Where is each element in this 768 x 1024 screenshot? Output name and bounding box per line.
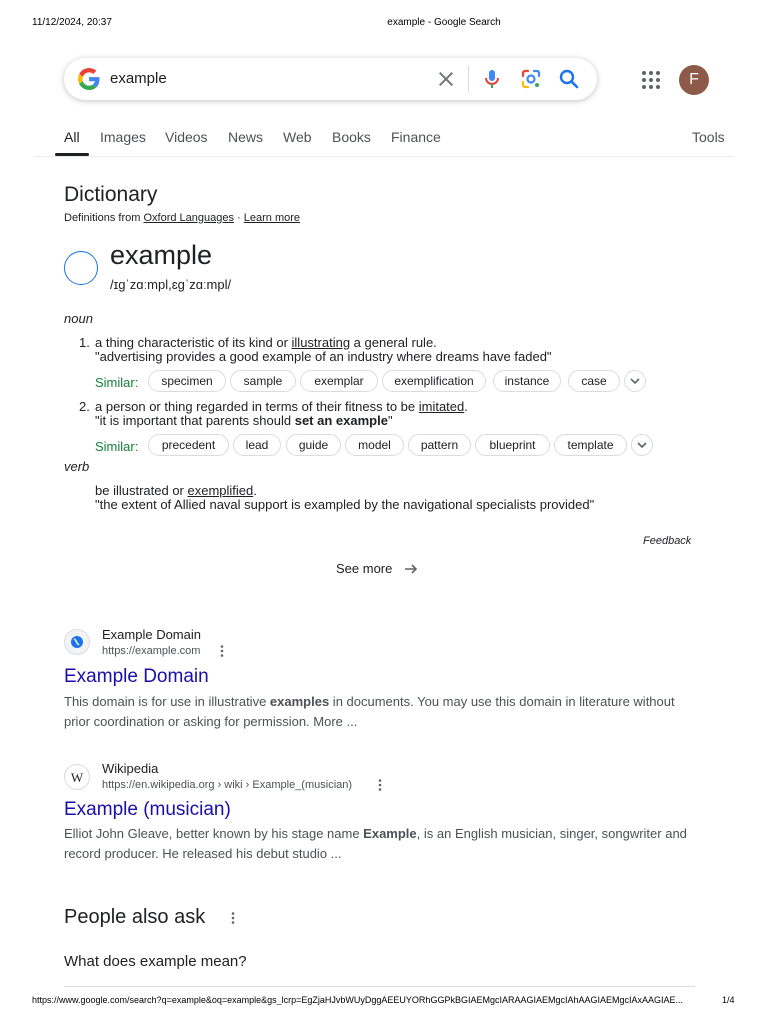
source-prefix: Definitions from [64, 212, 144, 224]
search-bar[interactable] [64, 58, 597, 100]
tab-news[interactable]: News [228, 129, 264, 145]
print-datetime: 11/12/2024, 20:37 [32, 17, 112, 28]
tab-videos[interactable]: Videos [165, 129, 208, 145]
clear-icon[interactable] [434, 67, 458, 91]
definition-text: a thing characteristic of its kind or [95, 335, 292, 350]
definition-2 [79, 400, 468, 428]
part-of-speech-noun: noun [64, 311, 93, 326]
print-page-number: 1/4 [722, 995, 735, 1005]
see-more-button[interactable]: See more [336, 561, 393, 576]
similar-chip[interactable]: template [554, 434, 627, 456]
wikipedia-icon [64, 764, 90, 790]
chevron-down-icon [625, 371, 645, 391]
illustrating-link[interactable]: illustrating [291, 335, 351, 350]
tools-button[interactable]: Tools [692, 129, 725, 145]
definition-text-end: . [253, 483, 257, 498]
similar-chip[interactable]: sample [230, 370, 296, 392]
pronunciation-audio-button[interactable] [64, 251, 98, 285]
google-logo-icon [78, 68, 100, 90]
example-bold: set an example [294, 413, 388, 428]
source-separator: · [234, 212, 244, 224]
example-text: "it is important that parents should [95, 413, 295, 428]
result-title-link[interactable]: Example (musician) [64, 799, 231, 820]
tab-all[interactable]: All [64, 129, 80, 145]
paa-divider [64, 986, 695, 987]
expand-similar-button[interactable] [624, 370, 646, 392]
similar-chip[interactable]: blueprint [475, 434, 550, 456]
result-snippet [64, 692, 704, 732]
learn-more-link[interactable]: Learn more [243, 212, 301, 224]
result-snippet [64, 824, 704, 864]
example-text-end: " [387, 413, 393, 428]
snippet-text: This domain is for use in illustrative [64, 694, 270, 709]
definition-1 [79, 336, 552, 364]
definition-text: a person or thing regarded in terms of their fitness to be [95, 399, 419, 414]
definition-number: 1. [79, 335, 90, 350]
search-divider [468, 66, 469, 92]
similar-chip[interactable]: case [568, 370, 620, 392]
snippet-text: Elliot John Gleave, better known by his stage name [64, 826, 364, 841]
more-options-icon[interactable] [228, 911, 238, 925]
definition-text: be illustrated or [95, 483, 188, 498]
print-page-title: example - Google Search [387, 17, 501, 28]
expand-similar-button[interactable] [631, 434, 653, 456]
similar-label: Similar: [95, 375, 139, 390]
paa-question[interactable]: What does example mean? [64, 953, 247, 970]
similar-chip[interactable]: model [345, 434, 404, 456]
similar-chip[interactable]: exemplification [382, 370, 486, 392]
snippet-text-end: in documents. You may use this domain in literature without prior coordination or asking for permission. More ... [64, 694, 675, 729]
oxford-languages-link[interactable]: Oxford Languages [143, 212, 234, 224]
result-site-name: Wikipedia [102, 761, 159, 776]
apps-grid-icon[interactable] [638, 67, 664, 93]
similar-chip[interactable]: precedent [148, 434, 229, 456]
definition-number: 2. [79, 399, 90, 414]
tabs-divider [34, 156, 733, 157]
search-tabs [0, 126, 768, 156]
search-input[interactable]: example [110, 70, 167, 87]
svg-text:W: W [70, 770, 84, 785]
snippet-text-end: , is an English musician, singer, songwriter and record producer. He released his debut studio ... [64, 826, 687, 861]
microphone-icon[interactable] [480, 67, 504, 91]
definition-text-end: . [464, 399, 468, 414]
tab-images[interactable]: Images [100, 129, 146, 145]
feedback-link[interactable]: Feedback [643, 535, 692, 547]
headword: example [110, 240, 213, 270]
similar-chip[interactable]: guide [286, 434, 341, 456]
people-also-ask-heading: People also ask [64, 906, 206, 928]
globe-icon [64, 629, 90, 655]
definition-text-end: a general rule. [350, 335, 437, 350]
result-url[interactable]: https://en.wikipedia.org › wiki › Example_(musician) [102, 779, 353, 791]
exemplified-link[interactable]: exemplified [187, 483, 254, 498]
avatar[interactable]: F [679, 65, 709, 95]
result-title-link[interactable]: Example Domain [64, 666, 209, 687]
similar-label: Similar: [95, 439, 139, 454]
snippet-bold: Example [363, 826, 417, 841]
more-options-icon[interactable] [217, 644, 227, 658]
similar-chip[interactable]: exemplar [300, 370, 378, 392]
result-site-name: Example Domain [102, 627, 201, 642]
print-header [0, 17, 768, 31]
definition-example: "the extent of Allied naval support is exampled by the navigational specialists provided" [95, 497, 595, 512]
definition-example [79, 414, 468, 428]
similar-chip[interactable]: instance [493, 370, 561, 392]
chevron-down-icon [632, 435, 652, 455]
imitated-link[interactable]: imitated [418, 399, 465, 414]
similar-chip[interactable]: lead [233, 434, 281, 456]
definition-example: "advertising provides a good example of an industry where dreams have faded" [95, 349, 552, 364]
dictionary-source [64, 212, 300, 224]
tab-finance[interactable]: Finance [391, 129, 441, 145]
search-icon[interactable] [557, 67, 581, 91]
phonetic: /ɪɡˈzɑːmpl,ɛɡˈzɑːmpl/ [110, 277, 232, 292]
part-of-speech-verb: verb [64, 459, 90, 474]
dictionary-heading: Dictionary [64, 183, 158, 206]
print-url: https://www.google.com/search?q=example&oq=example&gs_lcrp=EgZjaHJvbWUyDggAEEUYORhGGPkBGIAEMgcIARAAGIAEMgcIAhAAGIAEMgcIAxAAGIAE... [32, 995, 684, 1005]
arrow-right-icon [402, 560, 420, 578]
verb-definition [95, 484, 594, 512]
similar-chip[interactable]: pattern [408, 434, 471, 456]
tab-web[interactable]: Web [283, 129, 312, 145]
tab-books[interactable]: Books [332, 129, 371, 145]
snippet-bold: examples [269, 694, 330, 709]
more-options-icon[interactable] [375, 778, 385, 792]
similar-chip[interactable]: specimen [148, 370, 226, 392]
result-url[interactable]: https://example.com [102, 645, 201, 657]
lens-camera-icon[interactable] [519, 67, 543, 91]
